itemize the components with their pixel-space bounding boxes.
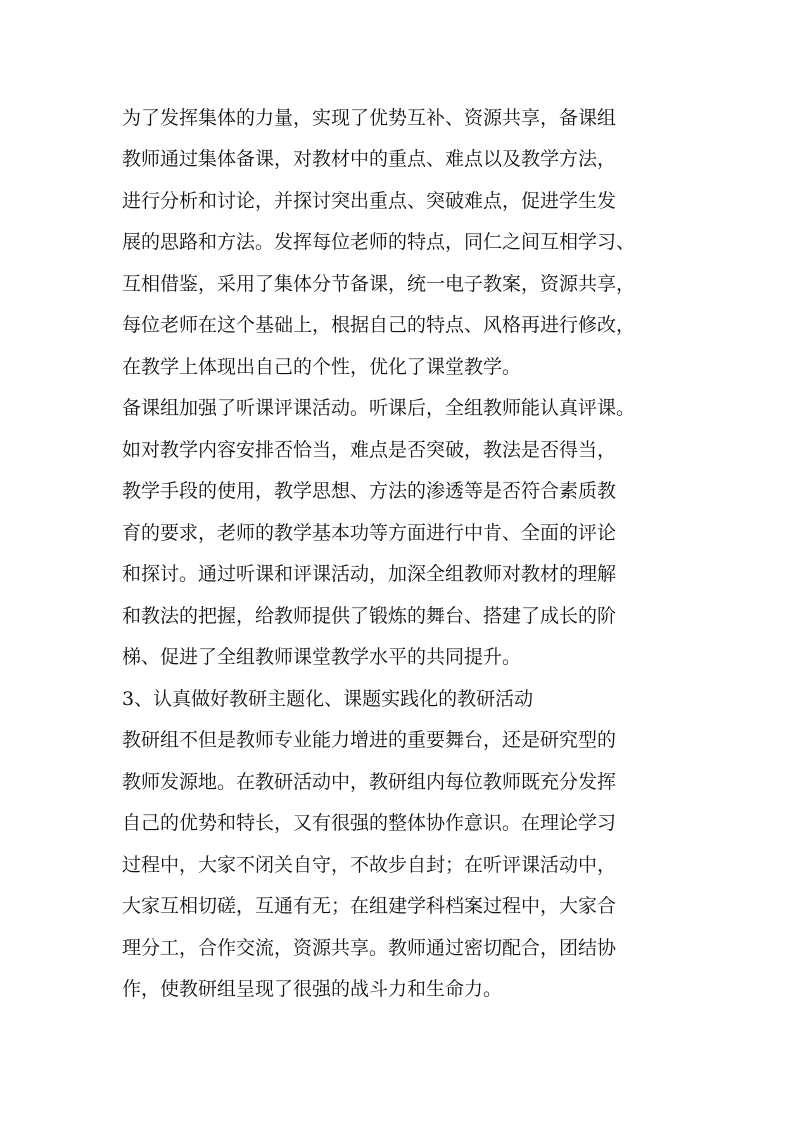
text-line: 教研组不但是教师专业能力增进的重要舞台，还是研究型的 bbox=[122, 729, 617, 751]
text-line: 大家互相切磋，互通有无；在组建学科档案过程中，大家合 bbox=[122, 895, 617, 917]
text-line: 展的思路和方法。发挥每位老师的特点，同仁之间互相学习、 bbox=[122, 231, 636, 253]
text-line: 备课组加强了听课评课活动。听课后，全组教师能认真评课。 bbox=[122, 397, 636, 419]
text-line: 互相借鉴，采用了集体分节备课，统一电子教案，资源共享， bbox=[122, 273, 636, 295]
text-line: 教师发源地。在教研活动中，教研组内每位教师既充分发挥 bbox=[122, 771, 617, 793]
text-line: 教学手段的使用，教学思想、方法的渗透等是否符合素质教 bbox=[122, 480, 617, 502]
section-heading: 3、认真做好教研主题化、课题实践化的教研活动 bbox=[122, 688, 534, 710]
text-line: 和教法的把握，给教师提供了锻炼的舞台、搭建了成长的阶 bbox=[122, 605, 617, 627]
text-line: 进行分析和讨论，并探讨突出重点、突破难点，促进学生发 bbox=[122, 190, 617, 212]
text-line: 如对教学内容安排否恰当，难点是否突破，教法是否得当， bbox=[122, 439, 617, 461]
text-line: 每位老师在这个基础上，根据自己的特点、风格再进行修改， bbox=[122, 314, 636, 336]
text-line: 作，使教研组呈现了很强的战斗力和生命力。 bbox=[122, 978, 503, 1000]
text-line: 为了发挥集体的力量，实现了优势互补、资源共享，备课组 bbox=[122, 107, 617, 129]
text-line: 梯、促进了全组教师课堂教学水平的共同提升。 bbox=[122, 646, 522, 668]
text-line: 在教学上体现出自己的个性，优化了课堂教学。 bbox=[122, 356, 522, 378]
text-line: 自己的优势和特长，又有很强的整体协作意识。在理论学习 bbox=[122, 812, 617, 834]
text-line: 理分工，合作交流，资源共享。教师通过密切配合，团结协 bbox=[122, 937, 617, 959]
text-line: 和探讨。通过听课和评课活动，加深全组教师对教材的理解 bbox=[122, 563, 617, 585]
text-line: 过程中，大家不闭关自守，不故步自封；在听评课活动中， bbox=[122, 854, 617, 876]
text-line: 教师通过集体备课，对教材中的重点、难点以及教学方法， bbox=[122, 148, 617, 170]
text-line: 育的要求，老师的教学基本功等方面进行中肯、全面的评论 bbox=[122, 522, 617, 544]
